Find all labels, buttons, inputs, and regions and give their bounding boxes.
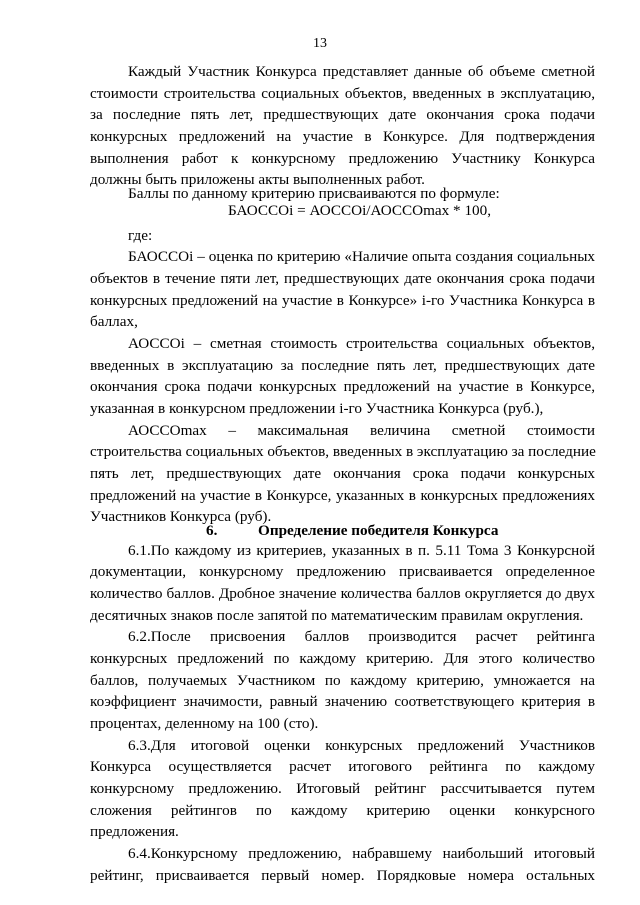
page-number: 13 [313,36,327,51]
paragraph-line: конкурсных предложений на участие в Конкурсе» i-го Участника Конкурса в [90,291,595,309]
section-number: 6. [206,522,218,539]
paragraph-line: баллов, получаемых Участником по каждому критерию, умножается на [90,671,595,689]
paragraph-line: 6.3.Для итоговой оценки конкурсных предложений Участников [128,736,595,754]
paragraph-line: пять лет, предшествующих дате окончания срока подачи конкурсных [90,464,595,482]
paragraph-line: окончания срока подачи конкурсных предложений на участие в Конкурсе, [90,378,595,396]
section-title: Определение победителя Конкурса [258,522,499,539]
formula: БАОССОi = АОССОi/АОССОmax * 100, [228,202,492,219]
paragraph-line: строительства социальных объектов, введенных в эксплуатацию за последние [90,443,596,461]
paragraph-line: конкурсных предложений по каждому критерию. Для этого количество [90,650,595,668]
paragraph-line: количество баллов. Дробное значение количества баллов округляется до двух [90,585,595,603]
paragraph-line: указанная в конкурсном предложении i-го Участника Конкурса (руб.), [90,399,544,417]
paragraph-line: Участников Конкурса (руб). [90,508,272,526]
paragraph-line: 6.4.Конкурсному предложению, набравшему наибольший итоговый [128,845,595,863]
paragraph-line: конкурсных предложений на участие в Конкурсе. Для подтверждения [90,128,595,146]
paragraph-line: процентах, деленному на 100 (сто). [90,715,319,733]
paragraph-line: документации, конкурсному предложению присваивается определенное [90,563,595,581]
paragraph-line: сложения рейтингов по каждому критерию оценки конкурсного [90,801,595,819]
paragraph-line: АОССОi – сметная стоимость строительства социальных объектов, [128,334,595,352]
paragraph-line: объектов в течение пяти лет, предшествующих дате окончания срока подачи [90,269,595,287]
paragraph-line: десятичных знаков после запятой по математическим правилам округления. [90,606,584,624]
paragraph-line: Каждый Участник Конкурса представляет данные об объеме сметной [128,63,595,81]
paragraph-line: выполнения работ к конкурсному предложению Участнику Конкурса [90,149,595,167]
paragraph-line: 6.1.По каждому из критериев, указанных в п. 5.11 Тома 3 Конкурсной [128,541,595,559]
paragraph-line: коэффициент значимости, равный значению соответствующего критерия в [90,693,595,711]
paragraph-line: Баллы по данному критерию присваиваются по формуле: [128,185,500,203]
paragraph-line: должны быть приложены акты выполненных работ. [90,171,425,189]
paragraph-line: конкурсному предложению. Итоговый рейтинг рассчитывается путем [90,780,595,798]
section-heading [90,520,595,542]
paragraph-line: стоимости строительства социальных объектов, введенных в эксплуатацию, [90,84,595,102]
paragraph-line: 6.2.После присвоения баллов производится расчет рейтинга [128,628,595,646]
paragraph-line: БАОССОi – оценка по критерию «Наличие опыта создания социальных [128,248,595,266]
paragraph-line: за последние пять лет, предшествующих дате окончания срока подачи [90,106,595,124]
paragraph-line: баллах, [90,313,138,331]
paragraph-line: введенных в эксплуатацию за последние пять лет, предшествующих дате [90,356,595,374]
paragraph-line: где: [128,226,153,244]
paragraph-line: предложений на участие в Конкурсе, указанных в конкурсных предложениях [90,486,595,504]
paragraph-line: рейтинг, присваивается первый номер. Порядковые номера остальных [90,866,595,884]
paragraph-line: предложения. [90,823,179,841]
paragraph-line: АОССОmax – максимальная величина сметной стоимости [128,421,595,439]
paragraph-line: Конкурса осуществляется расчет итогового рейтинга по каждому [90,758,595,776]
